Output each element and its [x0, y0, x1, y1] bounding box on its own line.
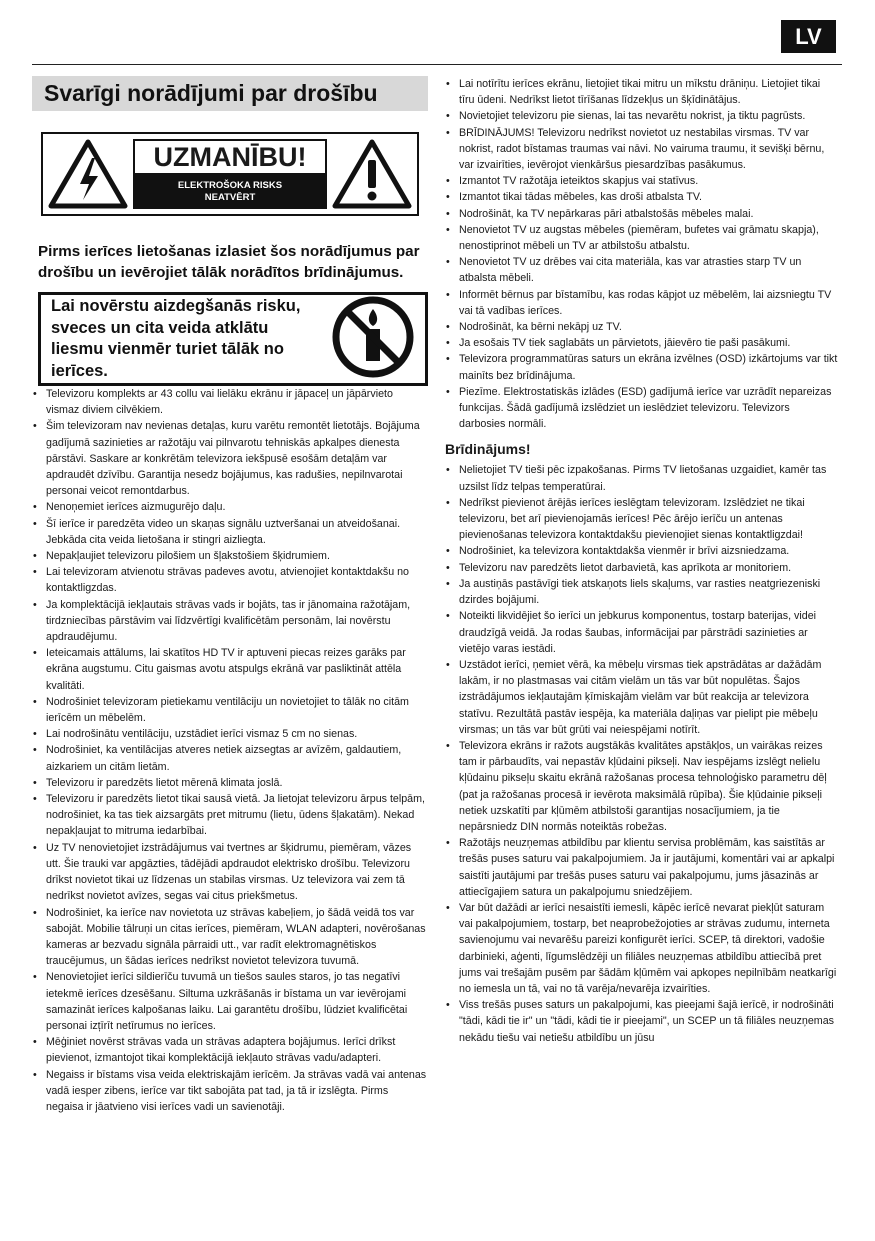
- list-item: • Var būt dažādi ar ierīci nesaistīti iemesli, kāpēc ierīcē nevarat piekļūt saturam vai pakalpojumiem, tostarp, bet neaprobežojoties ar strāvas zudumu, interneta savienojumu vai nevarēšu pareizi konfigurēt ierīci. SCEP, tā direktori, vadošie darbinieki, aģenti, līgumslēdzēji un filiāles neuzņemas atbildību attiecībā pret jums vai trešajām pusēm par šādām kļūmēm vai apkopes nepilnībām neatkarīgi no iemesla un tā, vai no tā varēja/nevarēja izvairīties.: [445, 900, 838, 997]
- list-item: • Lai televizoram atvienotu strāvas padeves avotu, atvienojiet kontaktdakšu no kontaktligzdas.: [32, 564, 428, 596]
- list-item: • Uz TV nenovietojiet izstrādājumus vai tvertnes ar šķidrumu, piemēram, vāzes utt. Šie trauki var apgāzties, tādējādi apdraudot elektrisko drošību. Televizoru drīkst novietot tikai uz līdzenas un stabilas virsmas. Uz televizora vai zem tā nedrīkst novietot avīzes, segas vai citus priekšmetus.: [32, 840, 428, 905]
- safety-list-right: [445, 76, 838, 432]
- list-item: • Uzstādot ierīci, ņemiet vērā, ka mēbeļu virsmas tiek apstrādātas ar dažādām lakām, ir no plastmasas vai citām vielām un tās var būt nopulētas. Šajos izstrādājumos iekļautajām ķīmiskajām vielām var būt reakcija ar televizora statīvu. Rezultātā pastāv iespēja, ka materiāla daļiņas var pielipt pie mēbeļu virsmas; un tās var būt grūti vai neiespējami notīrīt.: [445, 657, 838, 738]
- list-item: • Ja austiņās pastāvīgi tiek atskaņots liels skaļums, var rasties neatgriezeniski dzirdes bojājumi.: [445, 576, 838, 608]
- list-item: • Noteikti likvidējiet šo ierīci un jebkurus komponentus, tostarp baterijas, videi draudzīgā veidā. Ja rodas šaubas, informācijai par pārstrādi sazinieties ar vietējo varas iestādi.: [445, 608, 838, 657]
- list-item: • BRĪDINĀJUMS! Televizoru nedrīkst novietot uz nestabilas virsmas. TV var nokrist, radot bīstamas traumas vai nāvi. No vairuma traumu, it sevišķi bērnu, var izvairīties, ievērojot vienkāršus piesardzības pasākumus.: [445, 125, 838, 174]
- list-item: • Televizoru komplekts ar 43 collu vai lielāku ekrānu ir jāpaceļ un jāpārvieto vismaz diviem cilvēkiem.: [32, 386, 428, 418]
- no-open-flame-icon: [331, 295, 415, 384]
- warning-subtext: [133, 175, 327, 209]
- list-item: • Nodrošiniet televizoram pietiekamu ventilāciju un novietojiet to tālāk no citām ierīcēm un mēbelēm.: [32, 694, 428, 726]
- list-item: • Piezīme. Elektrostatiskās izlādes (ESD) gadījumā ierīce var uzrādīt nepareizas funkcijas. Šādā gadījumā izslēdziet un ieslēdziet televizoru. Televizors darbosies normāli.: [445, 384, 838, 433]
- list-item: • Nepakļaujiet televizoru pilošiem un šļakstošiem šķidrumiem.: [32, 548, 428, 564]
- language-badge: LV: [781, 20, 836, 53]
- warning-label: [133, 139, 327, 209]
- list-item: • Negaiss ir bīstams visa veida elektriskajām ierīcēm. Ja strāvas vadā vai antenas vadā iesper zibens, ierīce var tikt sabojāta pat tad, ja tā ir izslēgta. Pirms negaisa ir jāatvieno visi ierīces vadi un savienotāji.: [32, 1067, 428, 1116]
- list-item: • Izmantot TV ražotāja ieteiktos skapjus vai statīvus.: [445, 173, 838, 189]
- list-item: • Viss trešās puses saturs un pakalpojumi, kas pieejami šajā ierīcē, ir nodrošināti "tādi, kādi tie ir" un "tādi, kādi tie ir pieejami", un SCEP un tā filiāles neuzņemas nekādu tiešu vai netiešu atbildību un jūsu: [445, 997, 838, 1046]
- list-item: • Nodrošiniet, ka ierīce nav novietota uz strāvas kabeļiem, jo šādā veidā tos var sabojāt. Mobilie tālruņi un citas ierīces, piemēram, WLAN adapteri, novērošanas kameras ar bezvadu signāla pārraidi utt., var radīt elektromagnētiskos traucējumus, un šādas ierīces nedrīkst novietot televizora tuvumā.: [32, 905, 428, 970]
- list-item: • Nenovietot TV uz augstas mēbeles (piemēram, bufetes vai grāmatu skapja), nenostiprinot mēbeli un TV ar atbilstošu atbalstu.: [445, 222, 838, 254]
- list-item: • Televizoru ir paredzēts lietot tikai sausā vietā. Ja lietojat televizoru ārpus telpām, nodrošiniet, ka tas tiek aizsargāts pret mitrumu (lietu, ūdens šļakatām). Nekad nepakļaujat to mitruma iedarbībai.: [32, 791, 428, 840]
- list-item: • Nelietojiet TV tieši pēc izpakošanas. Pirms TV lietošanas uzgaidiet, kamēr tas uzsilst līdz telpas temperatūrai.: [445, 462, 838, 494]
- fire-warning-box: [38, 292, 428, 386]
- exclamation-icon: [327, 134, 417, 214]
- section-title-text: Svarīgi norādījumi par drošību: [44, 80, 378, 106]
- list-item: • Nenoņemiet ierīces aizmugurējo daļu.: [32, 499, 428, 515]
- warnings-list: [445, 462, 838, 1045]
- list-item: • Informēt bērnus par bīstamību, kas rodas kāpjot uz mēbelēm, lai aizsniegtu TV vai tā vadības ierīces.: [445, 287, 838, 319]
- fire-warning-text: Lai novērstu aizdegšanās risku, sveces un cita veida atklātu liesmu vienmēr turiet tālāk no ierīces.: [51, 297, 301, 380]
- list-item: • Nodrošināt, ka TV nepārkaras pāri atbalstošās mēbeles malai.: [445, 206, 838, 222]
- warning-line-1: ELEKTROŠOKA RISKS: [177, 180, 283, 191]
- list-item: • Ražotājs neuzņemas atbildību par klientu servisa problēmām, kas saistītās ar trešās puses saturu vai pakalpojumiem. Ja ir jautājumi, komentāri vai ar apkalpi saistīti jautājumi par trešās puses saturu vai pakalpojumu, jums jāsazinās ar attiecīgajiem satura un pakalpojumu sniedzējiem.: [445, 835, 838, 900]
- list-item: • Ieteicamais attālums, lai skatītos HD TV ir aptuveni piecas reizes garāks par ekrāna augstumu. Citu gaismas avotu atspulgs ekrānā var pasliktināt attēla kvalitāti.: [32, 645, 428, 694]
- list-item: • Nedrīkst pievienot ārējās ierīces ieslēgtam televizoram. Izslēdziet ne tikai televizoru, bet arī pievienojamās ierīces! Pēc ārējo ierīču un antenas pievienošanas televizora kontaktdakšu pievienojiet sienas kontaktligzdai!: [445, 495, 838, 544]
- list-item: • Nodrošiniet, ka televizora kontaktdakša vienmēr ir brīvi aizsniedzama.: [445, 543, 838, 559]
- safety-list-left: [32, 386, 428, 1115]
- list-item: • Nenovietojiet ierīci sildierīču tuvumā un tiešos saules staros, jo tas negatīvi ietekmē ierīces dzesēšanu. Siltuma uzkrāšanās ir bīstama un var ievērojami samazināt ierīces kalpošanas laiku. Lai garantētu drošību, lūdziet kvalificētai personai izțīrīt netīrumus no ierīces.: [32, 969, 428, 1034]
- list-item: • Šim televizoram nav nevienas detaļas, kuru varētu remontēt lietotājs. Bojājuma gadījumā sazinieties ar ražotāju vai pilnvarotu tehniskās apkalpes dienesta pārstāvi. Saskare ar konkrētām televizora iekšpusē esošām detaļām var apdraudēt dzīvību. Garantija nesedz bojājumus, kas radušies, nepilnvarotai personai veicot remontdarbus.: [32, 418, 428, 499]
- section-title: [32, 76, 428, 111]
- list-item: • Nenovietot TV uz drēbes vai cita materiāla, kas var atrasties starp TV un atbalsta mēbeli.: [445, 254, 838, 286]
- list-item: • Šī ierīce ir paredzēta video un skaņas signālu uztveršanai un atveidošanai. Jebkāda cita veida lietošana ir stingri aizliegta.: [32, 516, 428, 548]
- list-item: • Televizora programmatūras saturs un ekrāna izvēlnes (OSD) izkārtojums var tikt mainīts bez brīdinājuma.: [445, 351, 838, 383]
- list-item: • Televizoru ir paredzēts lietot mērenā klimata joslā.: [32, 775, 428, 791]
- electric-shock-warning-banner: [41, 132, 419, 216]
- warning-line-2: NEATVĒRT: [204, 192, 256, 203]
- left-column: [32, 76, 428, 1115]
- list-item: • Nodrošiniet, ka ventilācijas atveres netiek aizsegtas ar avīzēm, galdautiem, aizkariem un citām lietām.: [32, 742, 428, 774]
- warnings-heading: Brīdinājums!: [445, 441, 531, 458]
- list-item: • Ja komplektācijā iekļautais strāvas vads ir bojāts, tas ir jānomaina ražotājam, tirdzniecības pārstāvim vai līdzvērtīgi kvalificētām personām, lai novērstu apdraudējumu.: [32, 597, 428, 646]
- list-item: • Nodrošināt, ka bērni nekāpj uz TV.: [445, 319, 838, 335]
- intro-text: Pirms ierīces lietošanas izlasiet šos norādījumus par drošību un ievērojiet tālāk norādītos brīdinājumus.: [38, 243, 420, 281]
- list-item: • Novietojiet televizoru pie sienas, lai tas nevarētu nokrist, ja tiktu pagrūsts.: [445, 108, 838, 124]
- list-item: • Mēģiniet novērst strāvas vada un strāvas adaptera bojājumus. Ierīci drīkst pievienot, izmantojot tikai komplektācijā iekļauto strāvas vadu/adapteri.: [32, 1034, 428, 1066]
- high-voltage-icon: [43, 134, 133, 214]
- list-item: • Televizora ekrāns ir ražots augstākās kvalitātes apstākļos, un vairākas reizes tam ir pārbaudīts, vai nepastāv kļūdaini pikseļi. Nav iespējams izslēgt nelielu kļūdainu pikseļu skaitu ekrānā ražošanas procesa tehnoloģisko parametru dēļ (pat ja ražošanas procesā ir ievērota maksimālā rūpība). Šie kļūdainie pikseļi netiek uzskatīti par kļūmēm atbilstoši garantijas nosacījumiem, ja tie nepārsniedz DIN normās noteiktās robežas.: [445, 738, 838, 835]
- list-item: • Izmantot tikai tādas mēbeles, kas droši atbalsta TV.: [445, 189, 838, 205]
- right-column: [445, 76, 838, 1046]
- header-rule: [32, 64, 842, 65]
- warning-headline: UZMANĪBU!: [133, 139, 327, 175]
- list-item: • Lai nodrošinātu ventilāciju, uzstādiet ierīci vismaz 5 cm no sienas.: [32, 726, 428, 742]
- list-item: • Ja esošais TV tiek saglabāts un pārvietots, jāievēro tie paši pasākumi.: [445, 335, 838, 351]
- list-item: • Lai notīrītu ierīces ekrānu, lietojiet tikai mitru un mīkstu drāniņu. Lietojiet tikai tīru ūdeni. Nedrīkst lietot tīrīšanas līdzekļus un šķīdinātājus.: [445, 76, 838, 108]
- list-item: • Televizoru nav paredzēts lietot darbavietā, kas aprīkota ar monitoriem.: [445, 560, 838, 576]
